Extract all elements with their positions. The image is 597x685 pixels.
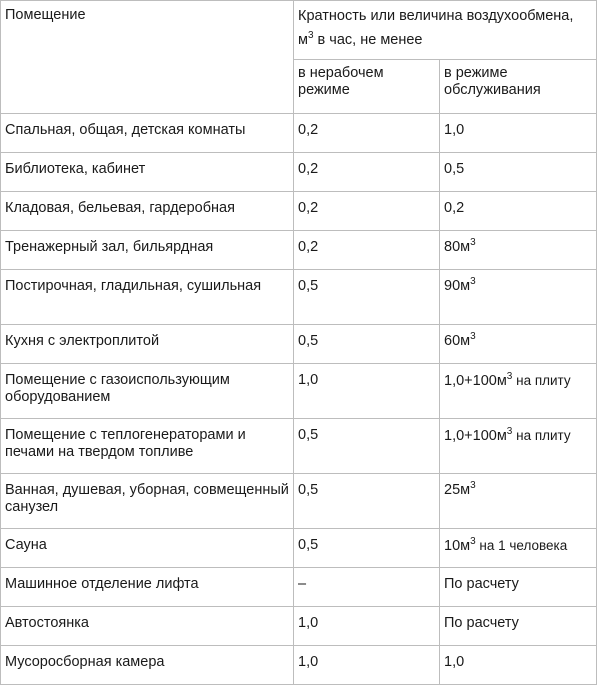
service-suffix: на 1 человека [475, 538, 568, 553]
service-value: 1,0 [444, 654, 465, 670]
service-value: 25м [444, 482, 471, 498]
idle-value: 0,5 [298, 333, 319, 349]
table-row [1, 192, 597, 231]
room-cell [1, 270, 294, 325]
room-text: Мусоросборная камера [5, 654, 165, 670]
service-cell [440, 474, 597, 529]
table-row [1, 270, 597, 325]
idle-value: 1,0 [298, 615, 319, 631]
room-cell [1, 529, 294, 568]
room-cell [1, 607, 294, 646]
idle-cell [294, 153, 440, 192]
header-idle-text: в нерабочем режиме [298, 65, 384, 98]
table-row [1, 568, 597, 607]
idle-value: 0,2 [298, 239, 319, 255]
idle-value: 0,2 [298, 161, 319, 177]
service-value: 80м [444, 239, 471, 255]
service-sup: 3 [470, 480, 476, 491]
room-text: Тренажерный зал, бильярдная [5, 239, 214, 255]
room-cell [1, 419, 294, 474]
service-cell [440, 153, 597, 192]
table-row [1, 646, 597, 685]
room-text: Спальная, общая, детская комнаты [5, 122, 246, 138]
room-text: Машинное отделение лифта [5, 576, 199, 592]
service-sup: 3 [506, 371, 513, 382]
service-sup: 3 [470, 331, 476, 342]
table-row [1, 364, 597, 419]
idle-cell [294, 646, 440, 685]
header-rate-sup: 3 [307, 30, 314, 41]
room-cell [1, 231, 294, 270]
room-text: Кладовая, бельевая, гардеробная [5, 200, 235, 216]
header-rate [294, 1, 597, 60]
idle-value: 1,0 [298, 654, 319, 670]
service-cell [440, 270, 597, 325]
service-cell [440, 231, 597, 270]
room-cell [1, 325, 294, 364]
room-cell [1, 646, 294, 685]
service-value: 10м [444, 538, 471, 554]
idle-cell [294, 325, 440, 364]
service-cell [440, 364, 597, 419]
header-room [1, 1, 294, 114]
room-text: Помещение с теплогенераторами и печами на твердом топливе [5, 427, 246, 460]
idle-cell [294, 270, 440, 325]
header-room-text: Помещение [5, 7, 86, 23]
room-cell [1, 364, 294, 419]
idle-value: 0,2 [298, 122, 319, 138]
idle-value: – [298, 576, 307, 592]
header-rate-text: Кратность или величина воздухообмена, м [298, 8, 574, 48]
service-value: По расчету [444, 576, 519, 592]
service-value: 60м [444, 333, 471, 349]
idle-value: 1,0 [298, 372, 319, 388]
table-row [1, 607, 597, 646]
table-row [1, 114, 597, 153]
room-cell [1, 474, 294, 529]
table-body [1, 114, 597, 685]
idle-cell [294, 364, 440, 419]
service-cell [440, 529, 597, 568]
idle-cell [294, 568, 440, 607]
idle-value: 0,5 [298, 482, 319, 498]
room-text: Постирочная, гладильная, сушильная [5, 278, 262, 294]
service-sup: 3 [470, 276, 476, 287]
room-cell [1, 568, 294, 607]
header-service-text: в режиме обслуживания [444, 65, 541, 98]
table-row [1, 474, 597, 529]
idle-cell [294, 192, 440, 231]
idle-cell [294, 231, 440, 270]
idle-cell [294, 474, 440, 529]
service-value: 1,0 [444, 122, 465, 138]
table-row [1, 529, 597, 568]
service-sup: 3 [470, 237, 476, 248]
idle-cell [294, 419, 440, 474]
service-cell [440, 419, 597, 474]
room-cell [1, 114, 294, 153]
service-cell [440, 607, 597, 646]
room-text: Кухня с электроплитой [5, 333, 160, 349]
service-cell [440, 192, 597, 231]
service-value: 0,5 [444, 161, 465, 177]
service-value: 1,0+100м [444, 373, 507, 389]
table-row [1, 231, 597, 270]
room-text: Ванная, душевая, уборная, совмещенный санузел [5, 482, 289, 515]
idle-value: 0,2 [298, 200, 319, 216]
room-text: Автостоянка [5, 615, 89, 631]
service-suffix: на плиту [512, 428, 571, 443]
service-cell [440, 114, 597, 153]
service-cell [440, 646, 597, 685]
header-rate-suffix: в час, не менее [313, 32, 423, 48]
service-cell [440, 568, 597, 607]
idle-value: 0,5 [298, 427, 319, 443]
service-sup: 3 [506, 426, 513, 437]
room-text: Помещение с газоиспользующим оборудованием [5, 372, 230, 405]
header-service [440, 60, 597, 114]
idle-cell [294, 607, 440, 646]
room-text: Сауна [5, 537, 47, 553]
header-row-1 [1, 1, 597, 60]
idle-cell [294, 529, 440, 568]
service-cell [440, 325, 597, 364]
header-idle [294, 60, 440, 114]
room-cell [1, 153, 294, 192]
service-value: По расчету [444, 615, 519, 631]
table-row [1, 325, 597, 364]
room-cell [1, 192, 294, 231]
table-row [1, 153, 597, 192]
service-value: 90м [444, 278, 471, 294]
idle-value: 0,5 [298, 537, 319, 553]
service-suffix: на плиту [512, 373, 571, 388]
idle-value: 0,5 [298, 278, 319, 294]
service-value: 0,2 [444, 200, 465, 216]
idle-cell [294, 114, 440, 153]
table-row [1, 419, 597, 474]
service-value: 1,0+100м [444, 428, 507, 444]
service-sup: 3 [470, 536, 476, 547]
room-text: Библиотека, кабинет [5, 161, 146, 177]
